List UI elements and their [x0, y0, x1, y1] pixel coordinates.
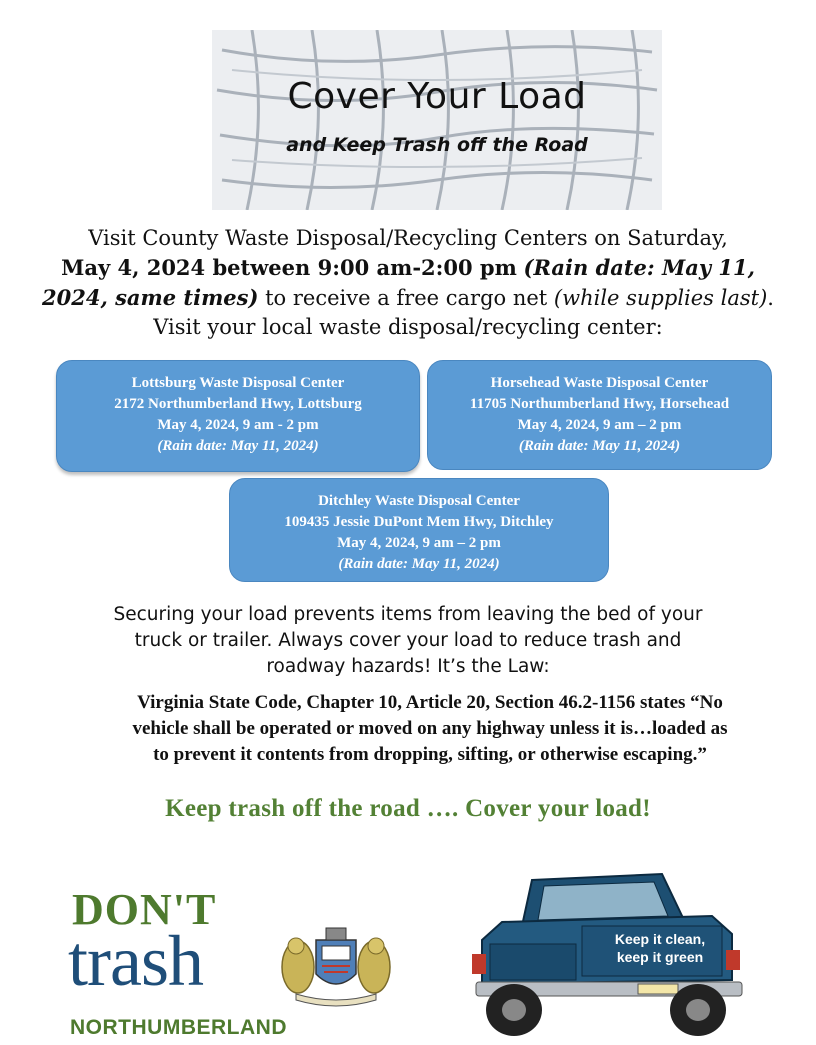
slogan: Keep trash off the road …. Cover your load!	[165, 795, 651, 822]
logo-dont: DON'T	[72, 885, 217, 934]
intro-paragraph	[40, 224, 776, 342]
center-rain-date: (Rain date: May 11, 2024)	[518, 438, 681, 454]
securing-paragraph	[40, 602, 776, 680]
intro-end: . Visit your local waste disposal/recycling center:	[153, 286, 774, 339]
center-date: May 4, 2024, 9 am – 2 pm	[517, 417, 682, 433]
securing-line1: Securing your load prevents items from leaving the bed of your	[113, 604, 703, 625]
code-line3: to prevent it contents from dropping, sifting, or otherwise escaping.”	[153, 744, 707, 765]
center-rain-date: (Rain date: May 11, 2024)	[338, 556, 500, 572]
intro-mid: to receive a free cargo net	[258, 286, 554, 310]
center-name: Horsehead Waste Disposal Center	[490, 375, 709, 391]
cargo-net-image	[212, 30, 662, 210]
virginia-code-quote	[70, 690, 790, 768]
center-date: May 4, 2024, 9 am - 2 pm	[157, 417, 319, 433]
truck-text-line2: keep it green	[616, 949, 704, 965]
center-name: Ditchley Waste Disposal Center	[318, 493, 520, 509]
truck-tailgate-text	[600, 930, 720, 966]
center-name: Lottsburg Waste Disposal Center	[131, 375, 345, 391]
center-box-lottsburg	[56, 360, 420, 472]
center-rain-date: (Rain date: May 11, 2024)	[157, 438, 319, 454]
center-box-ditchley	[229, 478, 609, 582]
code-line2: vehicle shall be operated or moved on any highway unless it is…loaded as	[132, 718, 728, 739]
event-date: May 4, 2024 between 9:00 am-2:00 pm	[61, 255, 517, 280]
logo-trash: trash	[68, 921, 203, 1001]
cover-your-load-banner	[212, 30, 662, 210]
center-box-horsehead	[427, 360, 772, 470]
securing-line3: roadway hazards! It’s the Law:	[266, 656, 550, 677]
rain-date-note: (Rain date: May 11, 2024, same times)	[42, 255, 755, 310]
logo-northumberland: NORTHUMBERLAND	[70, 1016, 287, 1039]
center-address: 2172 Northumberland Hwy, Lottsburg	[114, 396, 362, 412]
center-address: 109435 Jessie DuPont Mem Hwy, Ditchley	[284, 514, 554, 530]
center-address: 11705 Northumberland Hwy, Horsehead	[469, 396, 730, 412]
supplies-note: (while supplies last)	[553, 286, 768, 310]
county-seal-icon	[276, 922, 396, 1012]
securing-line2: truck or trailer. Always cover your load to reduce trash and	[134, 630, 682, 651]
banner-title: Cover Your Load	[287, 76, 587, 117]
center-date: May 4, 2024, 9 am – 2 pm	[337, 535, 501, 551]
banner-subtitle: and Keep Trash off the Road	[286, 134, 588, 156]
truck-text-line1: Keep it clean,	[614, 931, 706, 947]
intro-line1: Visit County Waste Disposal/Recycling Centers on Saturday,	[88, 226, 728, 250]
code-line1: Virginia State Code, Chapter 10, Article 20, Section 46.2-1156 states “No	[137, 692, 723, 713]
